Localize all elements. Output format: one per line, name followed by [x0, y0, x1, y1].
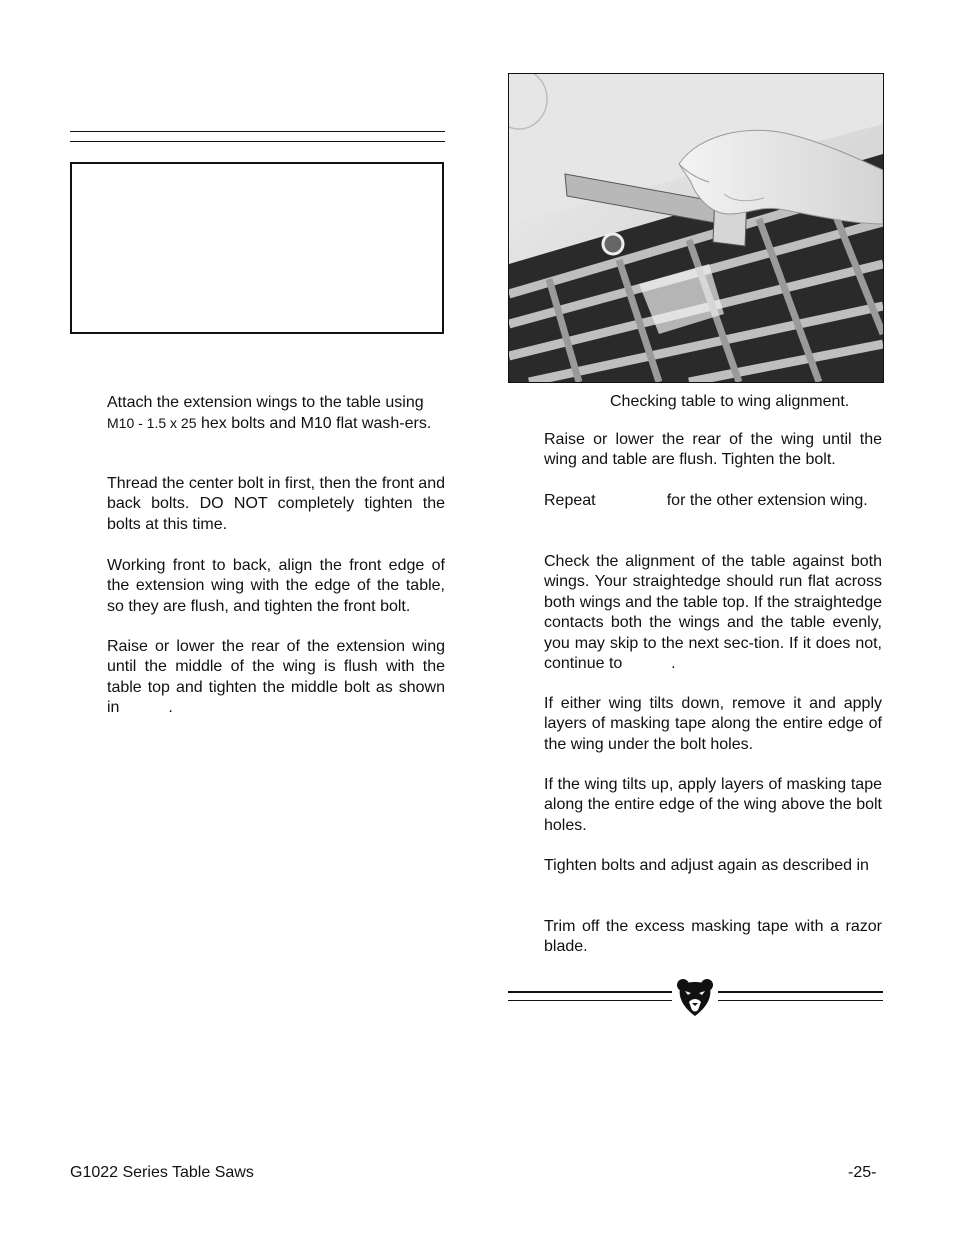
step-raise-rear-wing: Raise or lower the rear of the wing until the wing and table are flush. Tighten the bolt. — [544, 431, 882, 469]
step-thread-bolts: Thread the center bolt in first, then the front and back bolts. DO NOT completely tighten the bolts at this time. — [107, 475, 445, 533]
wing-alignment-photo — [509, 74, 883, 382]
section-rule-top — [70, 131, 445, 132]
step-trim-tape: Trim off the excess masking tape with a razor blade. — [544, 918, 882, 956]
step-tighten-bolts: Tighten bolts and adjust again as described in — [544, 857, 869, 874]
step-repeat: Repeat for the other extension wing. — [544, 492, 868, 509]
bear-head-icon — [676, 978, 714, 1018]
divider-right-rule-1 — [718, 991, 883, 993]
divider-left-rule-1 — [508, 991, 672, 993]
figure-caption: Checking table to wing alignment. — [610, 393, 850, 410]
step-check-alignment: Check the alignment of the table against both wings. Your straightedge should run flat across both wings and the table top. If the straightedge contacts both the wings and the table evenly, you may skip to the next sec-tion. If it does not, continue to . — [544, 553, 887, 673]
step-wing-tilts-up: If the wing tilts up, apply layers of masking tape along the entire edge of the wing above the bolt holes. — [544, 776, 882, 834]
figure-photo — [508, 73, 884, 383]
bolt-spec: M10 - 1.5 x 25 — [107, 415, 197, 432]
notice-box — [70, 162, 444, 334]
footer-title: G1022 Series Table Saws — [70, 1164, 254, 1181]
step-attach-wings: Attach the extension wings to the table using M10 - 1.5 x 25 hex bolts and M10 flat wash-ers. — [107, 394, 432, 433]
divider-right-rule-2 — [718, 1000, 883, 1001]
section-rule-bottom — [70, 141, 445, 142]
step-align-front: Working front to back, align the front edge of the extension wing with the edge of the table, so they are flush, and tighten the front bolt. — [107, 557, 445, 615]
footer-page-number: -25- — [848, 1164, 877, 1181]
divider-left-rule-2 — [508, 1000, 672, 1001]
step-raise-rear: Raise or lower the rear of the extension wing until the middle of the wing is flush with the table top and tighten the middle bolt as shown in . — [107, 638, 450, 717]
step-wing-tilts-down: If either wing tilts down, remove it and apply layers of masking tape along the entire edge of the wing under the bolt holes. — [544, 695, 882, 753]
